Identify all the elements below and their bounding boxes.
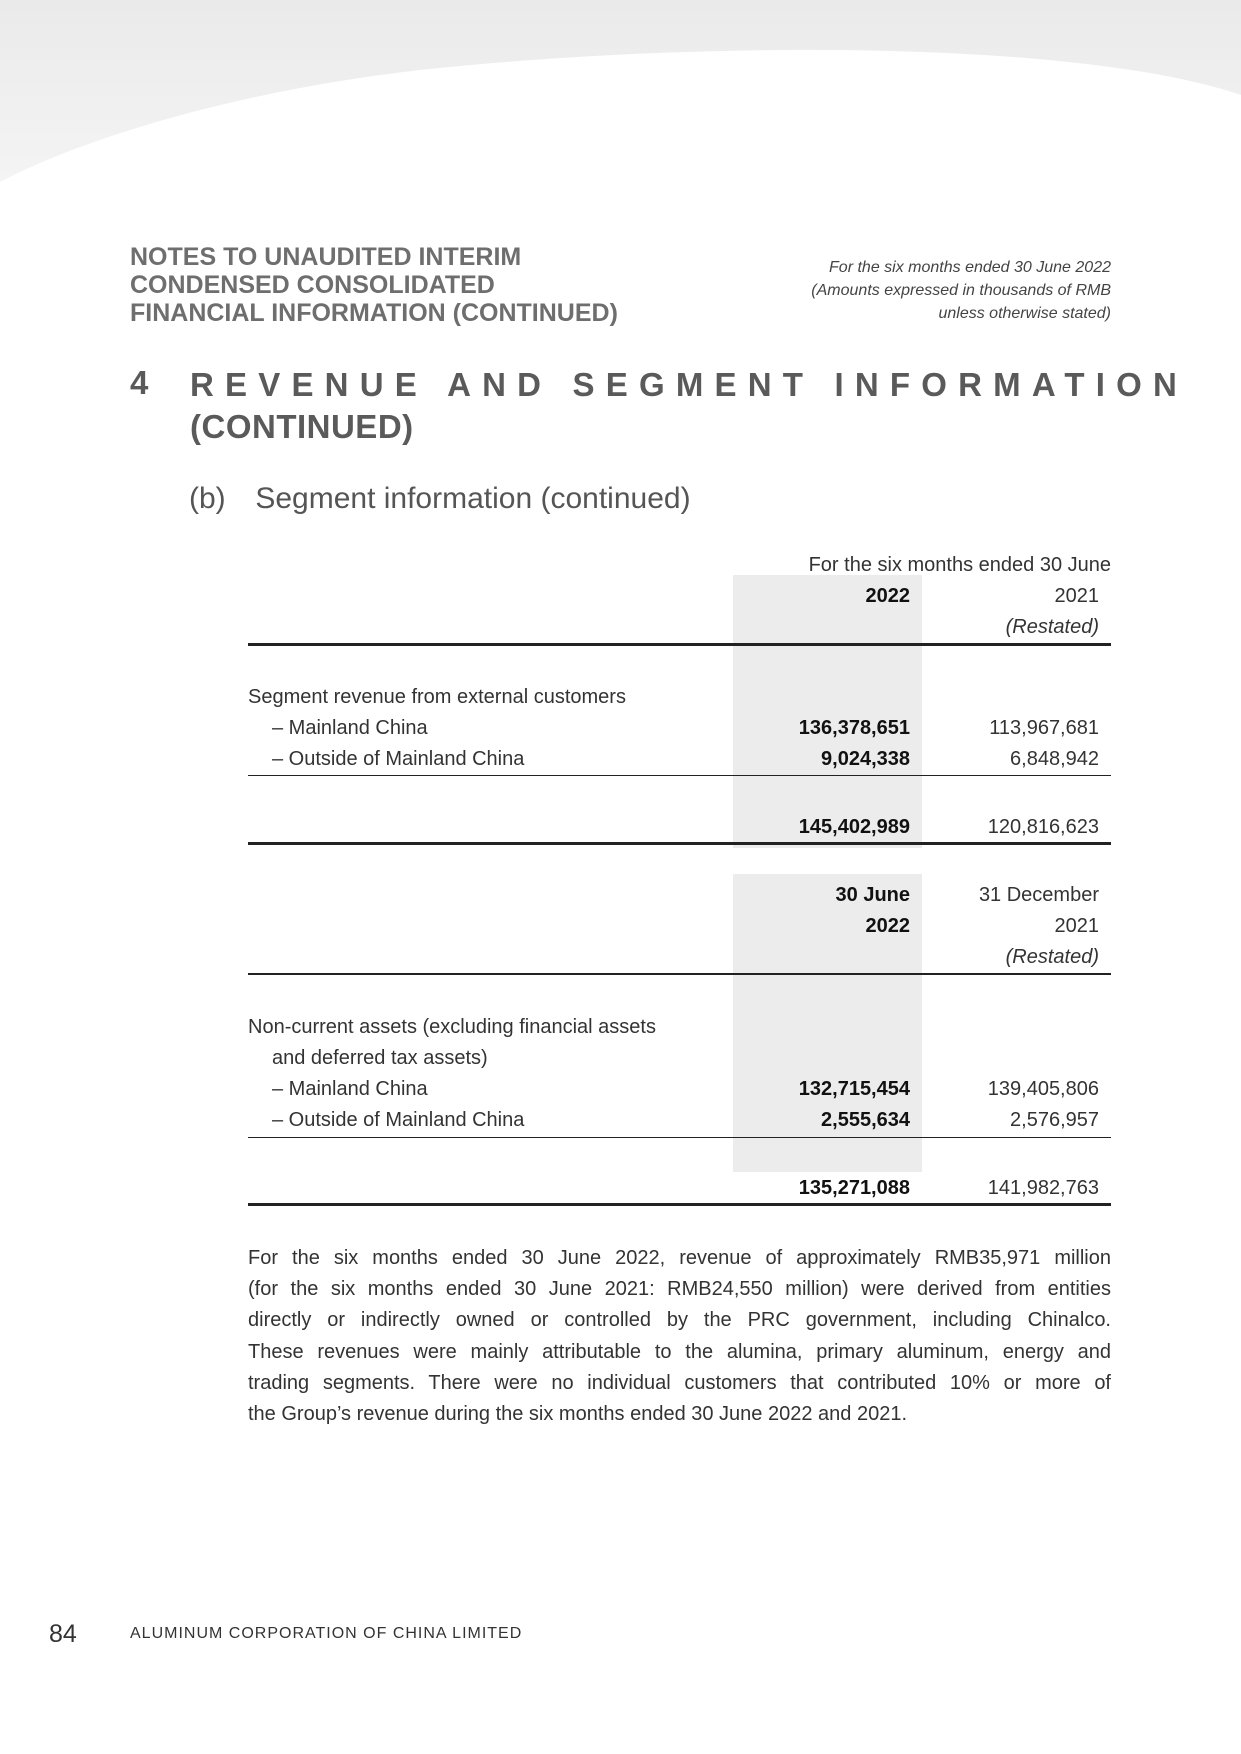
table-cell-2022: 2,555,634	[821, 1109, 910, 1131]
total-double-rule	[248, 1203, 1111, 1206]
assets-group-label: Non-current assets (excluding financial assets	[248, 1016, 656, 1038]
subsection-heading	[189, 482, 691, 516]
period-note-line: (Amounts expressed in thousands of RMB	[811, 282, 1111, 299]
table-row-label: – Mainland China	[272, 1078, 428, 1100]
table-row-label: – Mainland China	[272, 717, 428, 739]
table-cell-2022: 9,024,338	[821, 748, 910, 770]
period-note-line: For the six months ended 30 June 2022	[829, 259, 1111, 276]
section-title	[190, 364, 1189, 448]
paragraph-line: (for the six months ended 30 June 2021: RMB24,550 million) were derived from entities	[248, 1278, 1111, 1301]
notes-header-title	[130, 243, 690, 327]
table-cell-2021: 113,967,681	[989, 717, 1099, 739]
assets-group-label: and deferred tax assets)	[272, 1047, 488, 1069]
paragraph-line: directly or indirectly owned or controlled by the PRC government, including Chinalco.	[248, 1309, 1111, 1332]
notes-header-line: FINANCIAL INFORMATION (CONTINUED)	[130, 299, 618, 327]
table-row-label: – Outside of Mainland China	[272, 748, 525, 770]
table-cell-2022: 132,715,454	[798, 1078, 910, 1100]
column-header-2022: 2022	[865, 915, 910, 937]
table-cell-2022: 136,378,651	[798, 717, 910, 739]
total-2022: 145,402,989	[798, 816, 910, 838]
current-period-shading	[733, 575, 922, 848]
total-2022: 135,271,088	[798, 1177, 910, 1199]
table-cell-2021: 6,848,942	[1010, 748, 1099, 770]
subtotal-rule	[248, 1137, 1111, 1138]
header-wave-decoration	[0, 0, 1241, 200]
total-2021: 120,816,623	[987, 816, 1099, 838]
paragraph-line: trading segments. There were no individual customers that contributed 10% or more of	[248, 1371, 1111, 1394]
table-cell-2021: 139,405,806	[987, 1078, 1099, 1100]
column-header-2021: 2021	[1054, 585, 1099, 607]
column-header-2021: 2021	[1054, 915, 1099, 937]
restated-note: (Restated)	[1005, 616, 1099, 638]
table-row-label: – Outside of Mainland China	[272, 1109, 525, 1131]
notes-header-line: CONDENSED CONSOLIDATED	[130, 271, 495, 299]
column-header-30-june: 30 June	[835, 884, 910, 906]
subtotal-rule	[248, 775, 1111, 776]
section-title-line: REVENUE AND SEGMENT INFORMATION	[190, 366, 1189, 403]
section-number: 4	[130, 364, 149, 401]
period-note	[711, 256, 1111, 325]
page-number: 84	[49, 1620, 77, 1648]
header-rule	[248, 973, 1111, 975]
subsection-label: (b)	[189, 482, 226, 515]
revenue-group-label: Segment revenue from external customers	[248, 686, 626, 708]
paragraph-line: These revenues were mainly attributable to the alumina, primary aluminum, energy and	[248, 1340, 1111, 1363]
restated-note: (Restated)	[1005, 946, 1099, 968]
period-column-header: For the six months ended 30 June	[808, 554, 1111, 576]
table-cell-2021: 2,576,957	[1010, 1109, 1099, 1131]
column-header-31-december: 31 December	[978, 884, 1099, 906]
notes-header-line: NOTES TO UNAUDITED INTERIM	[130, 243, 522, 271]
header-rule	[248, 643, 1111, 646]
company-name: ALUMINUM CORPORATION OF CHINA LIMITED	[130, 1625, 523, 1642]
period-note-line: unless otherwise stated)	[938, 305, 1111, 322]
subsection-title: Segment information (continued)	[255, 482, 691, 515]
paragraph-line: the Group’s revenue during the six months ended 30 June 2022 and 2021.	[248, 1403, 907, 1426]
segment-table	[248, 548, 1111, 1228]
total-double-rule	[248, 842, 1111, 845]
section-title-line: (CONTINUED)	[190, 408, 414, 445]
paragraph-line: For the six months ended 30 June 2022, revenue of approximately RMB35,971 million	[248, 1247, 1111, 1269]
column-header-2022: 2022	[865, 585, 910, 607]
total-2021: 141,982,763	[987, 1177, 1099, 1199]
disclosure-paragraph	[248, 1243, 1111, 1430]
